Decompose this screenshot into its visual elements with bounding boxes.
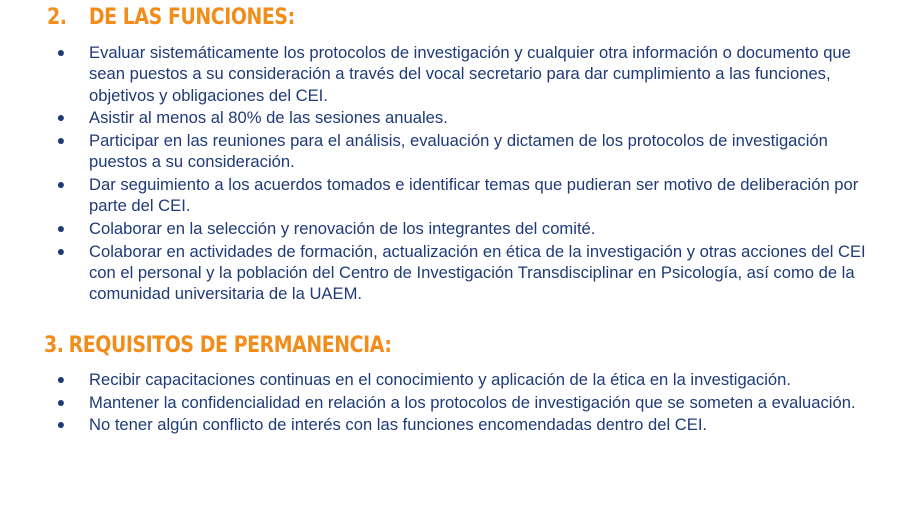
bullet-icon: ● [56,242,66,259]
list-item [0,107,900,128]
section-heading-funciones [47,5,295,31]
bullet-icon: ● [56,109,66,126]
section-number: 2. [47,5,67,30]
list-item-text: Participar en las reuniones para el análisis, evaluación y dictamen de los protocolos de investigación puestos a su consideración. [89,131,828,172]
list-item-text: Evaluar sistemáticamente los protocolos de investigación y cualquier otra información o documento que sean puestos a su consideración a través del vocal secretario para dar cumplimiento a las funciones, objetivos y obligaciones del CEI. [89,43,851,105]
list-item-text: Colaborar en la selección y renovación de los integrantes del comité. [89,219,596,238]
list-item [0,130,900,173]
section-title: DE LAS FUNCIONES: [88,5,295,30]
bullet-icon: ● [56,176,66,192]
list-item-text: Mantener la confidencialidad en relación a los protocolos de investigación que se someten a evaluación. [89,392,856,412]
list-item-text: Recibir capacitaciones continuas en el conocimiento y aplicación de la ética en la investigación. [89,370,791,389]
list-item-text: Dar seguimiento a los acuerdos tomados e identificar temas que pudieran ser motivo de deliberación por parte del CEI. [89,175,859,216]
list-item [0,369,900,390]
bullet-icon: ● [56,393,66,410]
bullet-icon: ● [56,44,66,60]
bullet-icon: ● [56,220,66,236]
requisitos-list [0,369,900,437]
list-item-text: Asistir al menos al 80% de las sesiones anuales. [89,108,448,128]
list-item [0,218,900,239]
funciones-list [0,42,900,306]
list-item [0,241,900,305]
list-item [0,392,900,413]
section-heading-requisitos [44,333,391,359]
list-item [0,174,900,217]
list-item [0,42,900,106]
bullet-icon: ● [56,371,66,387]
bullet-icon: ● [56,416,66,433]
section-number: 3. [44,333,64,358]
bullet-icon: ● [56,132,66,148]
list-item-text: Colaborar en actividades de formación, actualización en ética de la investigación y otras acciones del CEI con el personal y la población del Centro de Investigación Transdisciplinar en Psicología, así como de la comunidad universitaria de la UAEM. [89,241,866,304]
list-item-text: No tener algún conflicto de interés con las funciones encomendadas dentro del CEI. [89,415,708,435]
list-item [0,414,900,435]
section-title: REQUISITOS DE PERMANENCIA: [68,333,392,358]
